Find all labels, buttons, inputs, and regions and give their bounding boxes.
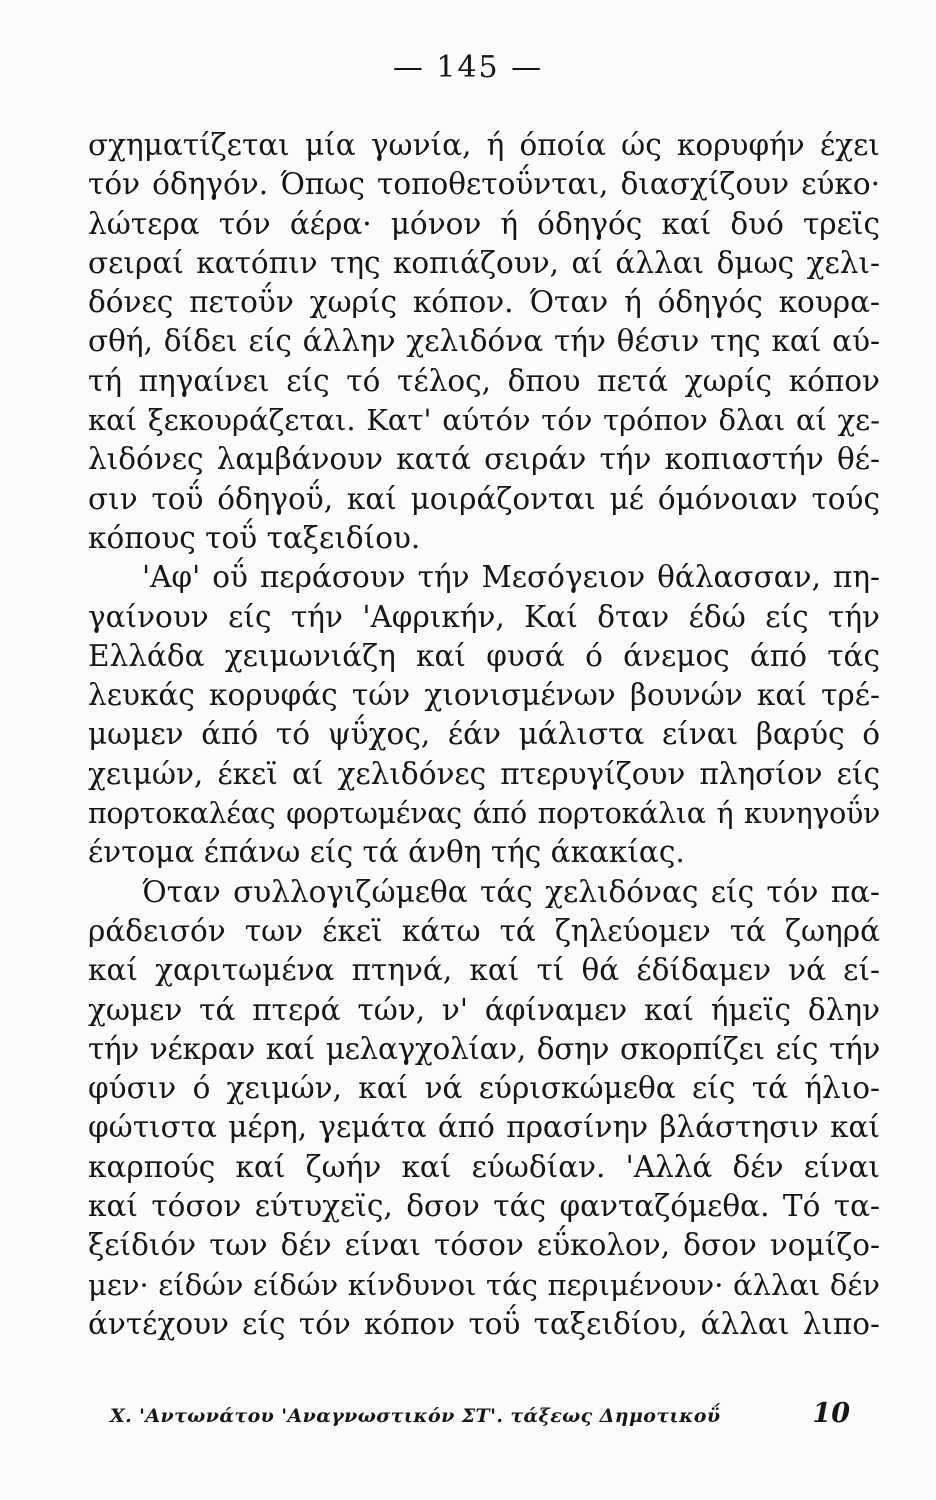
text-line: σχηματίζεται μία γωνία, ή όποία ώς κορυφήν έχει: [88, 128, 880, 162]
text-line: λώτερα τόν άέρα· μόνον ή όδηγός καί δυό τρεϊς: [88, 206, 880, 241]
text-line: ξείδιόν των δέν είναι τόσον εΰκολον, δσον νομίζο-: [88, 1228, 880, 1263]
text-line: γαίνουν είς τήν 'Αφρικήν, Καί δταν έδώ είς τήν: [88, 599, 880, 634]
text-line: 'Αφ' οΰ περάσουν τήν Μεσόγειον θάλασσαν, πη-: [142, 560, 880, 595]
text-line: άντέχουν είς τόν κόπον τοΰ ταξειδίου, άλλαι λιπο-: [88, 1306, 880, 1341]
text-line: φώτιστα μέρη, γεμάτα άπό πρασίνην βλάστησιν καί: [88, 1110, 880, 1145]
text-line: κόπους τοΰ ταξειδίου.: [88, 520, 421, 555]
text-line: μεν· είδών είδών κίνδυνοι τάς περιμένουν· άλλαι δέν: [88, 1267, 880, 1302]
text-line: τήν νέκραν καί μελαγχολίαν, δσην σκορπίζει είς τήν: [88, 1031, 880, 1066]
sheet-number: 10: [812, 1398, 850, 1429]
text-line: καί χαριτωμένα πτηνά, καί τί θά έδίδαμεν νά εί-: [88, 953, 880, 988]
text-line: Ελλάδα χειμωνιάζη καί φυσά ό άνεμος άπό τάς: [88, 638, 880, 673]
text-line: χειμών, έκεϊ αί χελιδόνες πτερυγίζουν πλησίον είς: [88, 756, 880, 791]
text-line: καί ξεκουράζεται. Κατ' αύτόν τόν τρόπον δλαι αί χε-: [88, 403, 880, 438]
text-line: σιν τοΰ όδηγοΰ, καί μοιράζονται μέ όμόνοιαν τούς: [88, 481, 880, 516]
text-line: τή πηγαίνει είς τό τέλος, δπου πετά χωρίς κόπον: [88, 363, 880, 398]
text-line: πορτοκαλέας φορτωμένας άπό πορτοκάλια ή κυνηγοΰν: [88, 797, 880, 831]
text-line: Όταν συλλογιζώμεθα τάς χελιδόνας είς τόν πα-: [142, 874, 880, 909]
text-line: σειραί κατόπιν της κοπιάζουν, αί άλλαι δμως χελι-: [88, 245, 880, 280]
text-line: καί τόσον εύτυχεϊς, δσον τάς φανταζόμεθα. Τό τα-: [88, 1189, 880, 1224]
text-line: χωμεν τά πτερά τών, ν' άφίναμεν καί ήμεϊς δλην: [88, 992, 880, 1027]
text-line: λευκάς κορυφάς τών χιονισμένων βουνών καί τρέ-: [88, 678, 880, 713]
text-line: έντομα έπάνω είς τά άνθη τής άκακίας.: [88, 835, 685, 870]
printer-signature: Χ. 'Αντωνάτου 'Αναγνωστικόν ΣΤ'. τάξεως Δημοτικοΰ: [110, 1405, 721, 1427]
body-text: [88, 126, 880, 1344]
page-number: — 145 —: [392, 50, 544, 85]
page-footer: [110, 1398, 850, 1429]
text-line: δόνες πετοΰν χωρίς κόπον. Όταν ή όδηγός κουρα-: [88, 285, 880, 320]
text-line: ράδεισόν των έκεϊ κάτω τά ζηλεύομεν τά ζωηρά: [88, 913, 880, 948]
text-line: μωμεν άπό τό ψΰχος, έάν μάλιστα είναι βαρύς ό: [88, 717, 880, 752]
text-line: καρπούς καί ζωήν καί εύωδίαν. 'Αλλά δέν είναι: [88, 1149, 880, 1184]
text-line: φύσιν ό χειμών, καί νά εύρισκώμεθα είς τά ήλιο-: [88, 1071, 880, 1106]
text-line: σθή, δίδει είς άλλην χελιδόνα τήν θέσιν της καί αύ-: [88, 324, 880, 359]
text-line: λιδόνες λαμβάνουν κατά σειράν τήν κοπιαστήν θέ-: [88, 442, 880, 477]
text-line: τόν όδηγόν. Όπως τοποθετοΰνται, διασχίζουν εύκο·: [88, 167, 880, 202]
